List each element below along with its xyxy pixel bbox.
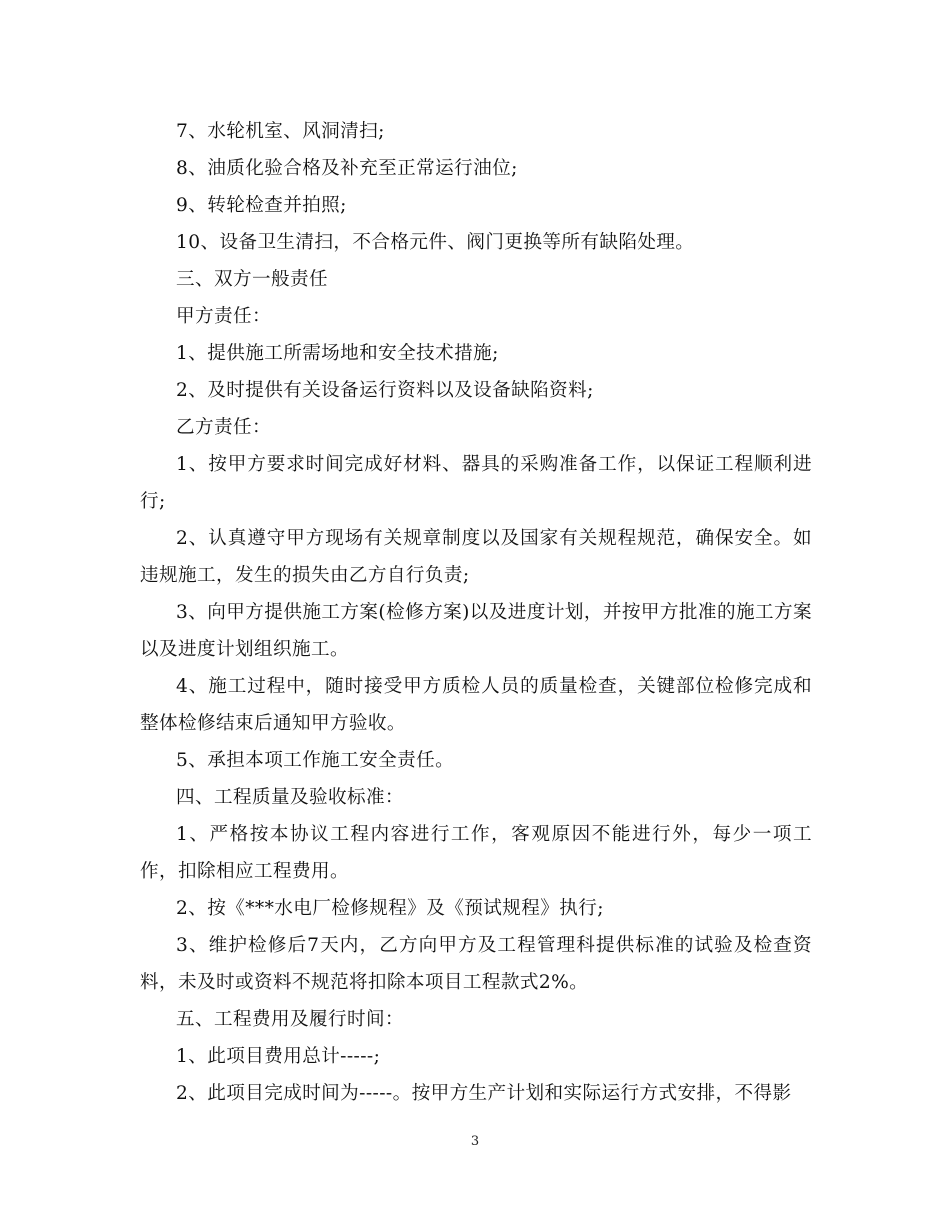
list-item: 7、水轮机室、风洞清扫; <box>176 121 385 142</box>
subsection-heading: 甲方责任： <box>176 306 271 327</box>
list-item: 1、按甲方要求时间完成好材料、器具的采购准备工作，以保证工程顺利进行; <box>140 454 812 512</box>
list-item: 1、提供施工所需场地和安全技术措施; <box>176 343 499 364</box>
list-item: 3、维护检修后7天内，乙方向甲方及工程管理科提供标准的试验及检查资料，未及时或资料不规范将扣除本项目工程款式2%。 <box>140 935 812 993</box>
document-body <box>140 113 812 1112</box>
page-number: 3 <box>470 1134 480 1149</box>
list-item: 1、此项目费用总计-----; <box>176 1046 381 1067</box>
list-item: 2、此项目完成时间为-----。按甲方生产计划和实际运行方式安排，不得影 <box>176 1083 792 1104</box>
list-item: 3、向甲方提供施工方案(检修方案)以及进度计划，并按甲方批准的施工方案以及进度计划组织施工。 <box>140 602 812 660</box>
section-heading: 五、工程费用及履行时间： <box>176 1009 404 1030</box>
subsection-heading: 乙方责任： <box>176 417 271 438</box>
section-heading: 三、双方一般责任 <box>176 269 328 290</box>
list-item: 1、严格按本协议工程内容进行工作，客观原因不能进行外，每少一项工作，扣除相应工程费用。 <box>140 824 812 882</box>
section-heading: 四、工程质量及验收标准： <box>176 787 404 808</box>
list-item: 2、按《***水电厂检修规程》及《预试规程》执行; <box>176 898 604 919</box>
list-item: 2、及时提供有关设备运行资料以及设备缺陷资料; <box>176 380 594 401</box>
list-item: 9、转轮检查并拍照; <box>176 195 347 216</box>
list-item: 2、认真遵守甲方现场有关规章制度以及国家有关规程规范，确保安全。如违规施工，发生的损失由乙方自行负责; <box>140 528 812 586</box>
list-item: 5、承担本项工作施工安全责任。 <box>176 750 455 771</box>
list-item: 10、设备卫生清扫，不合格元件、阀门更换等所有缺陷处理。 <box>176 232 695 253</box>
list-item: 4、施工过程中，随时接受甲方质检人员的质量检查，关键部位检修完成和整体检修结束后通知甲方验收。 <box>140 676 812 734</box>
list-item: 8、油质化验合格及补充至正常运行油位; <box>176 158 518 179</box>
